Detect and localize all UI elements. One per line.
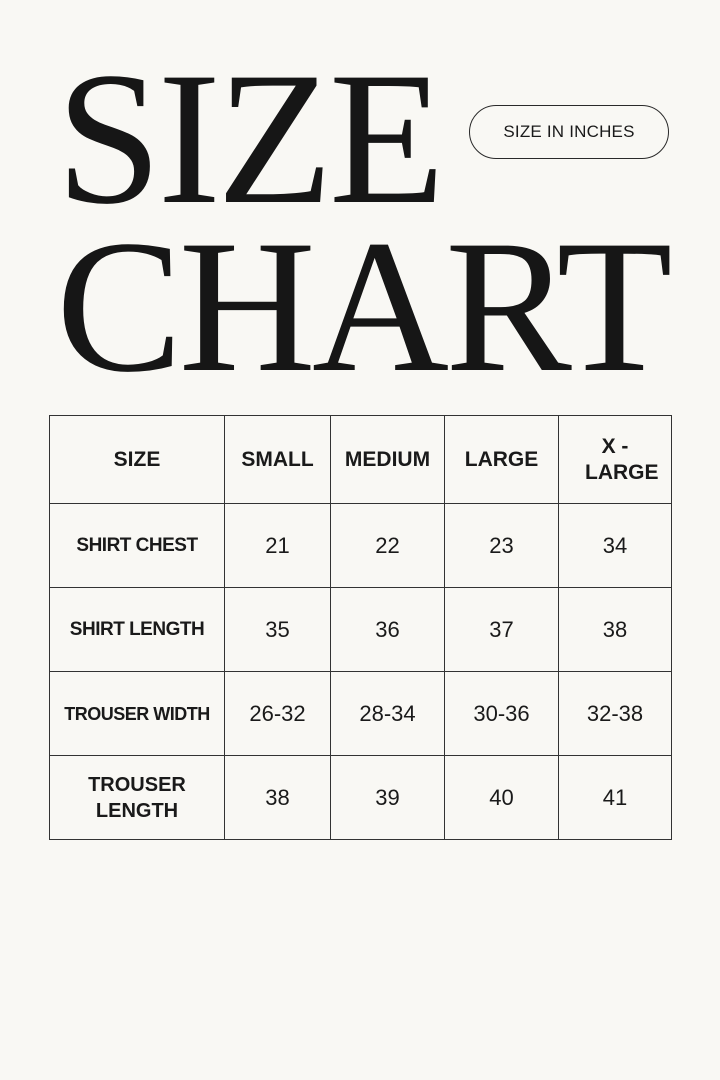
- table-row: [50, 672, 672, 756]
- table-cell: 30-36: [445, 672, 559, 756]
- table-cell: 28-34: [331, 672, 445, 756]
- row-label-shirt-length: SHIRT LENGTH: [50, 588, 225, 672]
- table-header-row: [50, 416, 672, 504]
- table-cell: 38: [225, 756, 331, 840]
- table-row: [50, 588, 672, 672]
- table-cell: 32-38: [559, 672, 672, 756]
- table-cell: 34: [559, 504, 672, 588]
- table-cell: 37: [445, 588, 559, 672]
- table-cell: 26-32: [225, 672, 331, 756]
- row-label-trouser-length: [50, 756, 225, 840]
- header-x-large-label: X - LARGE: [585, 434, 659, 484]
- table-row: [50, 756, 672, 840]
- table-row: [50, 504, 672, 588]
- row-label-shirt-chest: SHIRT CHEST: [50, 504, 225, 588]
- title-line-chart: CHART: [56, 202, 669, 412]
- header-large: LARGE: [445, 416, 559, 504]
- header-x-large: [559, 416, 672, 504]
- table-cell: 22: [331, 504, 445, 588]
- table-cell: 40: [445, 756, 559, 840]
- table-cell: 36: [331, 588, 445, 672]
- unit-badge: SIZE IN INCHES: [469, 105, 669, 159]
- table-cell: 39: [331, 756, 445, 840]
- header-small: SMALL: [225, 416, 331, 504]
- row-label-trouser-width: TROUSER WIDTH: [50, 672, 225, 756]
- size-table: [49, 415, 672, 840]
- header-medium: MEDIUM: [331, 416, 445, 504]
- header-size: SIZE: [50, 416, 225, 504]
- table-cell: 23: [445, 504, 559, 588]
- table-cell: 38: [559, 588, 672, 672]
- table-cell: 35: [225, 588, 331, 672]
- table-cell: 21: [225, 504, 331, 588]
- table-cell: 41: [559, 756, 672, 840]
- title-line-size: SIZE: [56, 34, 442, 244]
- row-label-trouser-length-text: TROUSER LENGTH: [88, 773, 186, 822]
